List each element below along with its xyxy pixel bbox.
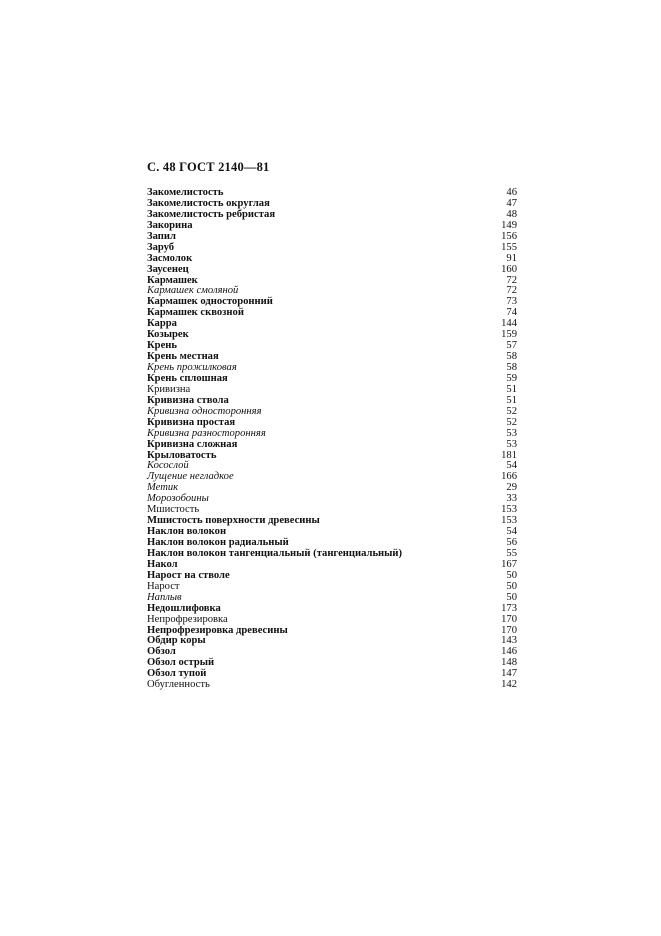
index-entry	[147, 593, 517, 604]
index-entry	[147, 549, 517, 560]
index-entry-term: Обзол	[147, 646, 176, 658]
index-entry-term: Лущение негладкое	[147, 471, 234, 483]
index-entry-term: Недошлифовка	[147, 602, 221, 614]
index-entry-page: 51	[506, 383, 517, 395]
index-entry-page: 53	[506, 438, 517, 450]
index-entry	[147, 472, 517, 483]
index-entry-term: Нарост	[147, 580, 180, 592]
index-entry-page: 159	[501, 329, 517, 341]
index-entry-page: 54	[506, 526, 517, 538]
index-entry-page: 51	[506, 394, 517, 406]
index-entry	[147, 265, 517, 276]
index-entry-term: Козырек	[147, 329, 189, 341]
index-entry	[147, 571, 517, 582]
index-entry-term: Карра	[147, 318, 177, 330]
index-entry	[147, 232, 517, 243]
index-entry-page: 91	[506, 252, 517, 264]
index-entry-page: 149	[501, 219, 517, 231]
index-entry-page: 143	[501, 635, 517, 647]
index-entry	[147, 243, 517, 254]
index-entry-term: Закомелистость округлая	[147, 197, 270, 209]
index-entry-term: Кривизна разносторонняя	[147, 427, 266, 439]
index-entry-page: 50	[506, 580, 517, 592]
index-entry-term: Закорина	[147, 219, 193, 231]
index-entry-term: Кривизна односторонняя	[147, 405, 262, 417]
index-entry	[147, 418, 517, 429]
index-entry	[147, 374, 517, 385]
index-entry	[147, 254, 517, 265]
index-entry-term: Крень местная	[147, 351, 219, 363]
index-entry-page: 47	[506, 197, 517, 209]
index-entry	[147, 319, 517, 330]
index-entry-page: 58	[506, 351, 517, 363]
index-entry-page: 57	[506, 340, 517, 352]
index-entry-page: 46	[506, 187, 517, 198]
index-entry-term: Крень	[147, 340, 177, 352]
index-entry-term: Обзол тупой	[147, 668, 207, 680]
index-entry-page: 181	[501, 449, 517, 461]
index-entry-page: 59	[506, 372, 517, 384]
index-entry-term: Крыловатость	[147, 449, 217, 461]
index-entry-term: Крень прожилковая	[147, 362, 237, 373]
index-entry-term: Наклон волокон радиальный	[147, 537, 289, 548]
index-entry-page: 73	[506, 296, 517, 308]
index-entry-page: 33	[506, 493, 517, 505]
index-entry-term: Кривизна сложная	[147, 438, 238, 450]
index-entry	[147, 615, 517, 626]
index-entry-page: 160	[501, 263, 517, 275]
index-entry-page: 167	[501, 558, 517, 570]
index-entry-page: 153	[501, 504, 517, 516]
alphabetical-index	[147, 188, 517, 691]
index-entry-term: Кармашек	[147, 274, 198, 286]
index-entry-term: Непрофрезировка	[147, 613, 228, 625]
index-entry-term: Морозобоины	[147, 493, 209, 505]
index-entry-page: 170	[501, 624, 517, 636]
index-entry-page: 48	[506, 208, 517, 220]
index-entry-page: 54	[506, 460, 517, 472]
index-entry	[147, 582, 517, 593]
index-entry-term: Кармашек сквозной	[147, 307, 244, 319]
index-entry-term: Кривизна	[147, 383, 191, 395]
index-entry-term: Закомелистость ребристая	[147, 208, 276, 220]
index-entry-page: 147	[501, 668, 517, 680]
index-entry-term: Закомелистость	[147, 187, 224, 198]
index-entry	[147, 429, 517, 440]
index-entry-page: 142	[501, 679, 517, 691]
index-entry-term: Наплыв	[147, 591, 182, 603]
index-entry	[147, 210, 517, 221]
index-entry-term: Кармашек односторонний	[147, 296, 273, 308]
index-entry-page: 166	[501, 471, 517, 483]
index-entry-page: 153	[501, 515, 517, 527]
index-entry	[147, 680, 517, 691]
index-entry-term: Нарост на стволе	[147, 569, 230, 581]
index-entry-term: Обзол острый	[147, 657, 215, 669]
index-entry-page: 50	[506, 569, 517, 581]
index-entry	[147, 330, 517, 341]
index-entry-term: Засмолок	[147, 252, 193, 264]
index-entry	[147, 636, 517, 647]
index-entry	[147, 494, 517, 505]
index-entry-term: Обдир коры	[147, 635, 206, 647]
index-entry	[147, 451, 517, 462]
index-entry-page: 58	[506, 362, 517, 373]
index-entry-term: Запил	[147, 230, 176, 242]
index-entry-term: Кривизна простая	[147, 416, 236, 428]
index-entry-term: Метик	[147, 482, 179, 494]
index-entry-page: 173	[501, 602, 517, 614]
index-entry-page: 53	[506, 427, 517, 439]
index-entry-term: Кармашек смоляной	[147, 285, 239, 297]
index-entry-page: 50	[506, 591, 517, 603]
index-entry	[147, 308, 517, 319]
index-entry-page: 74	[506, 307, 517, 319]
index-entry-page: 170	[501, 613, 517, 625]
index-entry-term: Обугленность	[147, 679, 210, 691]
index-entry-page: 155	[501, 241, 517, 253]
index-entry	[147, 440, 517, 451]
index-entry-term: Кривизна ствола	[147, 394, 229, 406]
index-entry-page: 56	[506, 537, 517, 548]
index-entry-page: 144	[501, 318, 517, 330]
index-entry	[147, 221, 517, 232]
index-entry-term: Косослой	[147, 460, 189, 472]
index-entry-term: Мшистость	[147, 504, 200, 516]
index-entry-page: 52	[506, 405, 517, 417]
index-entry-term: Заруб	[147, 241, 175, 253]
index-entry-term: Наклон волокон тангенциальный (тангенциальный)	[147, 547, 403, 559]
index-entry-page: 146	[501, 646, 517, 658]
index-entry-term: Крень сплошная	[147, 372, 228, 384]
index-entry-page: 72	[506, 285, 517, 297]
index-entry-term: Накол	[147, 558, 178, 570]
page-header: С. 48 ГОСТ 2140—81	[147, 160, 270, 174]
index-entry-page: 29	[506, 482, 517, 494]
index-entry-term: Наклон волокон	[147, 526, 227, 538]
index-entry-term: Непрофрезировка древесины	[147, 624, 288, 636]
index-entry-term: Мшистость поверхности древесины	[147, 515, 320, 527]
index-entry-page: 156	[501, 230, 517, 242]
index-entry-page: 55	[506, 547, 517, 559]
index-entry-page: 72	[506, 274, 517, 286]
index-entry-page: 52	[506, 416, 517, 428]
index-entry-page: 148	[501, 657, 517, 669]
index-entry-term: Заусенец	[147, 263, 189, 275]
index-entry	[147, 604, 517, 615]
